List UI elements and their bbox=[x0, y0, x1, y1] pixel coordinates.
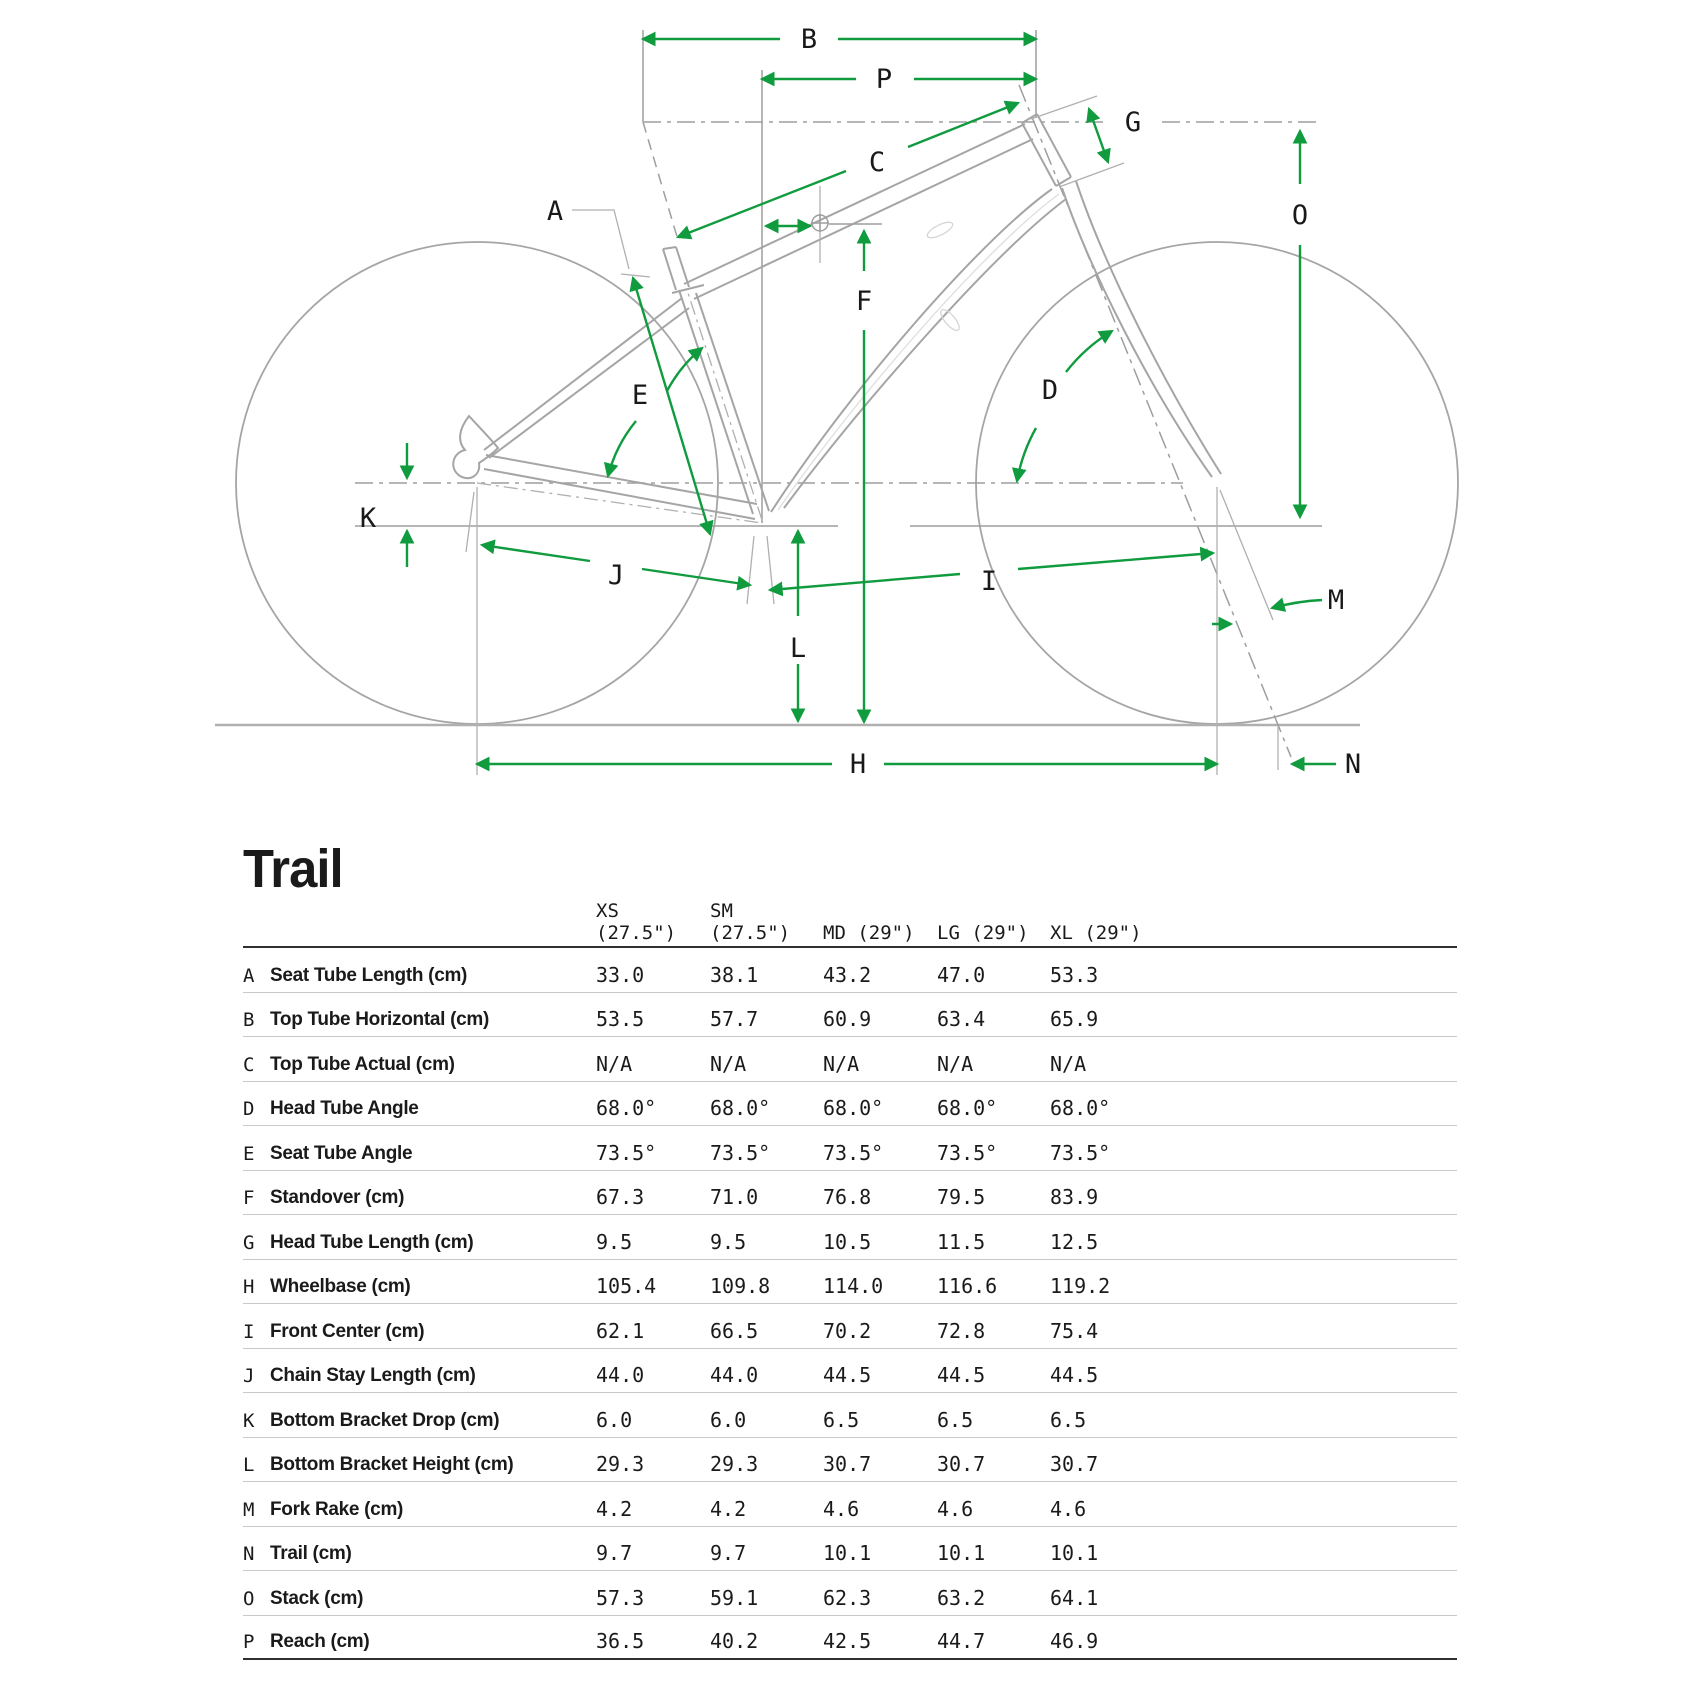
row-letter: B bbox=[243, 1009, 255, 1031]
row-name: Seat Tube Length (cm) bbox=[270, 964, 468, 986]
row-name: Top Tube Actual (cm) bbox=[270, 1053, 455, 1075]
table-row bbox=[243, 1215, 1457, 1260]
row-value-sm: N/A bbox=[710, 1051, 747, 1076]
table-row bbox=[243, 1126, 1457, 1171]
row-letter: E bbox=[243, 1142, 255, 1165]
row-letter: J bbox=[243, 1365, 255, 1387]
row-value-lg: 63.2 bbox=[937, 1585, 986, 1610]
row-value-xl: 73.5° bbox=[1050, 1140, 1111, 1165]
diagram-label-g: G bbox=[1124, 107, 1142, 138]
row-value-xs: 67.3 bbox=[596, 1185, 645, 1209]
diagram-label-d: D bbox=[1041, 375, 1059, 406]
row-value-xl: 12.5 bbox=[1050, 1229, 1099, 1254]
row-value-xs: 73.5° bbox=[596, 1140, 657, 1165]
size-header-xs: XS (27.5") bbox=[596, 900, 677, 944]
dim-d-arc bbox=[1017, 331, 1112, 481]
row-value-lg: 68.0° bbox=[937, 1096, 998, 1120]
table-row bbox=[243, 1571, 1457, 1616]
row-value-sm: 57.7 bbox=[710, 1007, 759, 1031]
row-name: Wheelbase (cm) bbox=[270, 1276, 411, 1297]
row-value-lg: 4.6 bbox=[937, 1496, 974, 1521]
row-name: Head Tube Length (cm) bbox=[270, 1231, 474, 1253]
size-header-sm: SM (27.5") bbox=[710, 900, 791, 944]
diagram-label-o: O bbox=[1291, 200, 1309, 231]
row-letter: C bbox=[243, 1053, 255, 1076]
row-value-md: 44.5 bbox=[823, 1363, 872, 1387]
row-name: Standover (cm) bbox=[270, 1187, 405, 1208]
g-extension-top bbox=[1031, 96, 1097, 119]
row-value-md: 43.2 bbox=[823, 962, 872, 987]
row-letter: N bbox=[243, 1543, 255, 1565]
table-row bbox=[243, 1482, 1457, 1527]
table-row bbox=[243, 1527, 1457, 1572]
row-value-xl: N/A bbox=[1050, 1051, 1087, 1076]
diagram-label-n: N bbox=[1344, 749, 1362, 780]
table-row bbox=[243, 993, 1457, 1038]
row-value-md: 60.9 bbox=[823, 1007, 872, 1031]
table-row bbox=[243, 1616, 1457, 1661]
row-value-sm: 68.0° bbox=[710, 1096, 771, 1120]
row-value-md: 76.8 bbox=[823, 1185, 872, 1209]
diagram-label-e: E bbox=[631, 380, 649, 411]
row-name: Top Tube Horizontal (cm) bbox=[270, 1009, 490, 1030]
row-value-sm: 29.3 bbox=[710, 1452, 759, 1476]
table-row bbox=[243, 1349, 1457, 1394]
diagram-label-l: L bbox=[789, 633, 807, 664]
diagram-label-a: A bbox=[546, 196, 564, 227]
diagram-label-h: H bbox=[849, 749, 867, 780]
top-tube-marker bbox=[811, 186, 882, 263]
row-letter: A bbox=[243, 964, 255, 987]
row-name: Seat Tube Angle bbox=[270, 1142, 413, 1164]
row-value-xs: 9.5 bbox=[596, 1229, 633, 1254]
row-value-lg: 73.5° bbox=[937, 1140, 998, 1165]
row-value-sm: 71.0 bbox=[710, 1185, 759, 1209]
row-name: Fork Rake (cm) bbox=[270, 1498, 404, 1520]
diagram-label-k: K bbox=[359, 503, 377, 534]
diagram-label-m: M bbox=[1327, 585, 1345, 616]
row-value-md: 6.5 bbox=[823, 1407, 860, 1432]
row-name: Reach (cm) bbox=[270, 1631, 370, 1652]
row-value-sm: 66.5 bbox=[710, 1318, 759, 1343]
row-value-xl: 30.7 bbox=[1050, 1452, 1099, 1476]
diagram-label-c: C bbox=[868, 147, 886, 178]
table-row bbox=[243, 1393, 1457, 1438]
row-value-xl: 68.0° bbox=[1050, 1096, 1111, 1120]
row-value-xs: 36.5 bbox=[596, 1629, 645, 1653]
g-extension-bottom bbox=[1059, 163, 1124, 187]
row-value-xs: N/A bbox=[596, 1051, 633, 1076]
row-value-md: 73.5° bbox=[823, 1140, 884, 1165]
row-letter: G bbox=[243, 1231, 255, 1254]
row-value-md: 114.0 bbox=[823, 1274, 884, 1298]
row-value-sm: 109.8 bbox=[710, 1274, 771, 1298]
row-letter: I bbox=[243, 1320, 255, 1343]
size-header-xl: XL (29") bbox=[1050, 922, 1142, 944]
seat-axis-extension bbox=[643, 122, 678, 240]
steering-axis bbox=[1019, 85, 1291, 757]
row-value-sm: 6.0 bbox=[710, 1407, 747, 1432]
row-value-xl: 83.9 bbox=[1050, 1185, 1099, 1209]
row-letter: F bbox=[243, 1187, 255, 1209]
row-value-sm: 38.1 bbox=[710, 962, 759, 987]
row-value-lg: N/A bbox=[937, 1051, 974, 1076]
row-value-xs: 105.4 bbox=[596, 1274, 657, 1298]
row-value-xl: 65.9 bbox=[1050, 1007, 1099, 1031]
row-value-md: 62.3 bbox=[823, 1585, 872, 1610]
row-value-xs: 29.3 bbox=[596, 1452, 645, 1476]
row-value-lg: 30.7 bbox=[937, 1452, 986, 1476]
row-letter: D bbox=[243, 1098, 255, 1120]
row-value-md: 30.7 bbox=[823, 1452, 872, 1476]
row-letter: K bbox=[243, 1409, 255, 1432]
row-value-xs: 33.0 bbox=[596, 962, 645, 987]
table-header-row bbox=[243, 900, 1457, 948]
bb-tick-right bbox=[767, 536, 774, 604]
row-value-xl: 75.4 bbox=[1050, 1318, 1099, 1343]
row-value-sm: 44.0 bbox=[710, 1363, 759, 1387]
table-row bbox=[243, 948, 1457, 993]
diagram-label-b: B bbox=[800, 24, 818, 55]
row-letter: O bbox=[243, 1587, 255, 1610]
row-value-sm: 73.5° bbox=[710, 1140, 771, 1165]
diagram-label-f: F bbox=[855, 286, 873, 317]
table-row bbox=[243, 1171, 1457, 1216]
diagram-label-i: I bbox=[980, 566, 998, 597]
row-name: Front Center (cm) bbox=[270, 1320, 425, 1342]
row-value-xs: 68.0° bbox=[596, 1096, 657, 1120]
row-letter: L bbox=[243, 1454, 255, 1476]
dim-g bbox=[1089, 109, 1108, 162]
table-row bbox=[243, 1438, 1457, 1483]
row-name: Bottom Bracket Drop (cm) bbox=[270, 1409, 500, 1431]
row-value-xs: 9.7 bbox=[596, 1541, 633, 1565]
row-value-lg: 6.5 bbox=[937, 1407, 974, 1432]
row-value-sm: 40.2 bbox=[710, 1629, 759, 1653]
row-value-xl: 119.2 bbox=[1050, 1274, 1111, 1298]
row-value-lg: 116.6 bbox=[937, 1274, 998, 1298]
row-value-xl: 10.1 bbox=[1050, 1541, 1099, 1565]
row-letter: P bbox=[243, 1631, 255, 1653]
row-value-lg: 72.8 bbox=[937, 1318, 986, 1343]
row-value-md: 70.2 bbox=[823, 1318, 872, 1343]
rear-dropout bbox=[453, 416, 498, 478]
row-letter: M bbox=[243, 1498, 255, 1521]
geometry-diagram bbox=[0, 0, 1700, 800]
size-header-md: MD (29") bbox=[823, 922, 915, 944]
row-value-xl: 44.5 bbox=[1050, 1363, 1099, 1387]
row-value-lg: 47.0 bbox=[937, 962, 986, 987]
diagram-label-j: J bbox=[607, 560, 625, 591]
row-value-md: 4.6 bbox=[823, 1496, 860, 1521]
row-value-lg: 10.1 bbox=[937, 1541, 986, 1565]
row-name: Trail (cm) bbox=[270, 1543, 352, 1564]
row-value-md: 42.5 bbox=[823, 1629, 872, 1653]
diagram-label-p: P bbox=[875, 64, 893, 95]
bb-tick-left bbox=[747, 536, 754, 604]
row-value-sm: 59.1 bbox=[710, 1585, 759, 1610]
row-name: Stack (cm) bbox=[270, 1587, 364, 1609]
row-value-md: N/A bbox=[823, 1051, 860, 1076]
row-value-lg: 44.5 bbox=[937, 1363, 986, 1387]
row-value-xl: 53.3 bbox=[1050, 962, 1099, 987]
row-value-sm: 9.5 bbox=[710, 1229, 747, 1254]
row-value-sm: 9.7 bbox=[710, 1541, 747, 1565]
rear-axle-tick bbox=[466, 492, 474, 552]
geometry-table bbox=[243, 948, 1457, 1660]
size-header-lg: LG (29") bbox=[937, 922, 1029, 944]
table-row bbox=[243, 1037, 1457, 1082]
row-name: Chain Stay Length (cm) bbox=[270, 1365, 476, 1386]
page-title: Trail bbox=[243, 839, 343, 899]
row-value-sm: 4.2 bbox=[710, 1496, 747, 1521]
table-row bbox=[243, 1304, 1457, 1349]
row-value-xl: 4.6 bbox=[1050, 1496, 1087, 1521]
row-value-xs: 62.1 bbox=[596, 1318, 645, 1343]
row-value-md: 68.0° bbox=[823, 1096, 884, 1120]
row-value-xl: 46.9 bbox=[1050, 1629, 1099, 1653]
row-value-xs: 57.3 bbox=[596, 1585, 645, 1610]
row-name: Head Tube Angle bbox=[270, 1098, 419, 1119]
row-value-xl: 6.5 bbox=[1050, 1407, 1087, 1432]
row-value-md: 10.1 bbox=[823, 1541, 872, 1565]
row-value-lg: 11.5 bbox=[937, 1229, 986, 1254]
row-value-xs: 6.0 bbox=[596, 1407, 633, 1432]
row-value-xs: 44.0 bbox=[596, 1363, 645, 1387]
table-row bbox=[243, 1260, 1457, 1305]
row-value-xl: 64.1 bbox=[1050, 1585, 1099, 1610]
row-value-xs: 53.5 bbox=[596, 1007, 645, 1031]
row-value-lg: 79.5 bbox=[937, 1185, 986, 1209]
row-value-lg: 63.4 bbox=[937, 1007, 986, 1031]
table-row bbox=[243, 1082, 1457, 1127]
row-name: Bottom Bracket Height (cm) bbox=[270, 1454, 514, 1475]
row-value-xs: 4.2 bbox=[596, 1496, 633, 1521]
row-letter: H bbox=[243, 1276, 255, 1298]
row-value-lg: 44.7 bbox=[937, 1629, 986, 1653]
row-value-md: 10.5 bbox=[823, 1229, 872, 1254]
